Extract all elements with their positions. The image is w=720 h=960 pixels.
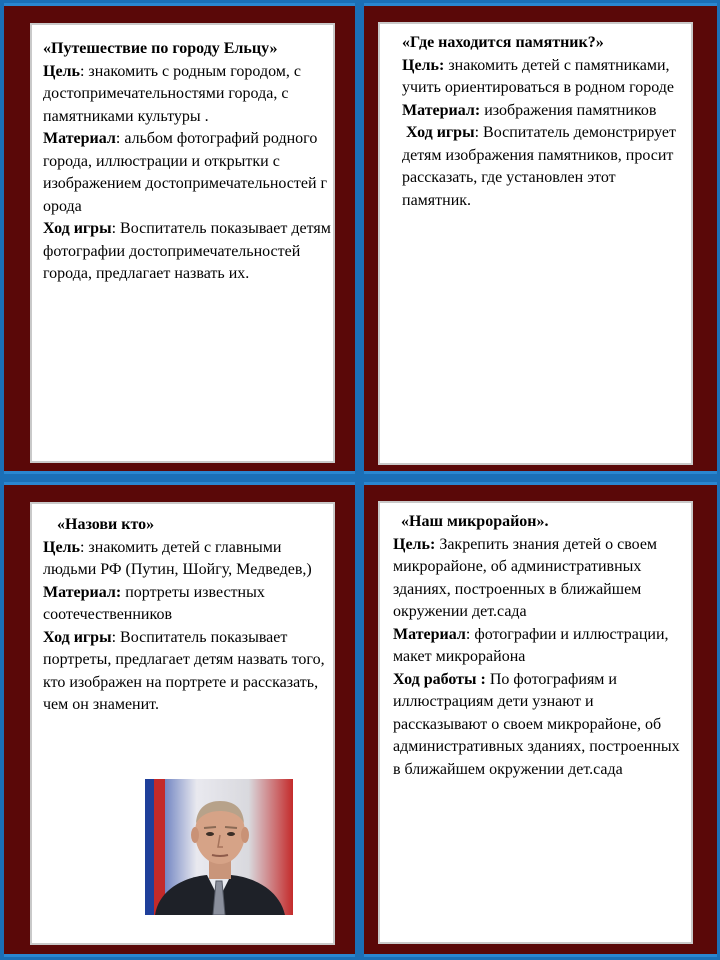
game-label: Ход работы : (393, 670, 486, 688)
material-label: Материал: (402, 101, 481, 119)
material-paragraph (402, 100, 680, 123)
game-card-2 (364, 3, 717, 474)
game-label: Ход игры (406, 124, 475, 141)
material-label: Материал: (43, 583, 122, 601)
card-title: «Наш микрорайон». (401, 513, 549, 530)
card-title: «Путешествие по городу Ельцу» (43, 40, 278, 57)
material-label: Материал (393, 625, 466, 643)
game-text: : Воспитатель показывает детям фотографии достопримечательностей города, предлагает назвать их. (43, 220, 331, 282)
game-paragraph (43, 218, 335, 286)
goal-paragraph (43, 537, 335, 582)
goal-label: Цель (43, 538, 80, 556)
goal-paragraph (43, 61, 335, 129)
card-paper-1 (30, 23, 335, 463)
game-text: : Воспитатель показывает портреты, предлагает детям назвать того, кто изображен на портрете и рассказать, чем он знаменит. (43, 628, 325, 713)
card-text-3 (43, 514, 335, 717)
goal-text: знакомить детей с памятниками, учить ориентироваться в родном городе (402, 56, 675, 96)
card-paper-2 (378, 22, 693, 465)
game-paragraph (402, 122, 680, 212)
portrait-photo (145, 779, 293, 915)
material-paragraph (43, 582, 335, 627)
game-paragraph (43, 627, 335, 717)
goal-label: Цель (43, 62, 80, 80)
card-paper-3 (30, 502, 335, 945)
game-text: : Воспитатель демонстрирует детям изображения памятников, просит рассказать, где установлен этот памятник. (402, 124, 677, 209)
goal-text: : знакомить детей с главными людьми РФ (Путин, Шойгу, Медведев,) (43, 538, 312, 578)
game-card-1 (4, 3, 355, 474)
card-text-2 (402, 32, 680, 212)
goal-label: Цель: (393, 535, 436, 553)
material-text: : фотографии и иллюстрации, макет микрорайона (393, 625, 669, 665)
game-card-3 (4, 482, 355, 957)
material-text: : альбом фотографий родного города, иллюстрации и открытки с изображением достопримечательностей г орода (43, 130, 328, 215)
game-label: Ход игры (43, 220, 112, 237)
game-card-4 (364, 482, 717, 957)
goal-paragraph (402, 55, 680, 100)
game-label: Ход игры (43, 628, 112, 646)
goal-label: Цель: (402, 56, 445, 74)
game-paragraph (393, 669, 691, 782)
material-text: изображения памятников (480, 101, 657, 119)
card-text-4 (393, 511, 691, 781)
goal-paragraph (393, 534, 691, 624)
card-paper-4 (378, 501, 693, 944)
material-label: Материал (43, 130, 116, 147)
card-text-1 (43, 38, 335, 286)
material-paragraph (43, 128, 335, 218)
material-paragraph (393, 624, 691, 669)
goal-text: : знакомить с родным городом, с достопримечательностями города, с памятниками культуры . (43, 62, 302, 125)
card-title: «Где находится памятник?» (402, 34, 604, 51)
goal-text: Закрепить знания детей о своем микрорайоне, об административных зданиях, построенных в ближайшем окружении дет.сада (393, 535, 658, 620)
card-title: «Назови кто» (57, 516, 155, 533)
material-text: портреты известных соотечественников (43, 583, 265, 623)
game-text: По фотографиям и иллюстрациям дети узнают и рассказывают о своем микрорайоне, об административных зданиях, построенных в ближайшем окружении дет.сада (393, 670, 680, 778)
portrait-illustration (145, 779, 293, 915)
